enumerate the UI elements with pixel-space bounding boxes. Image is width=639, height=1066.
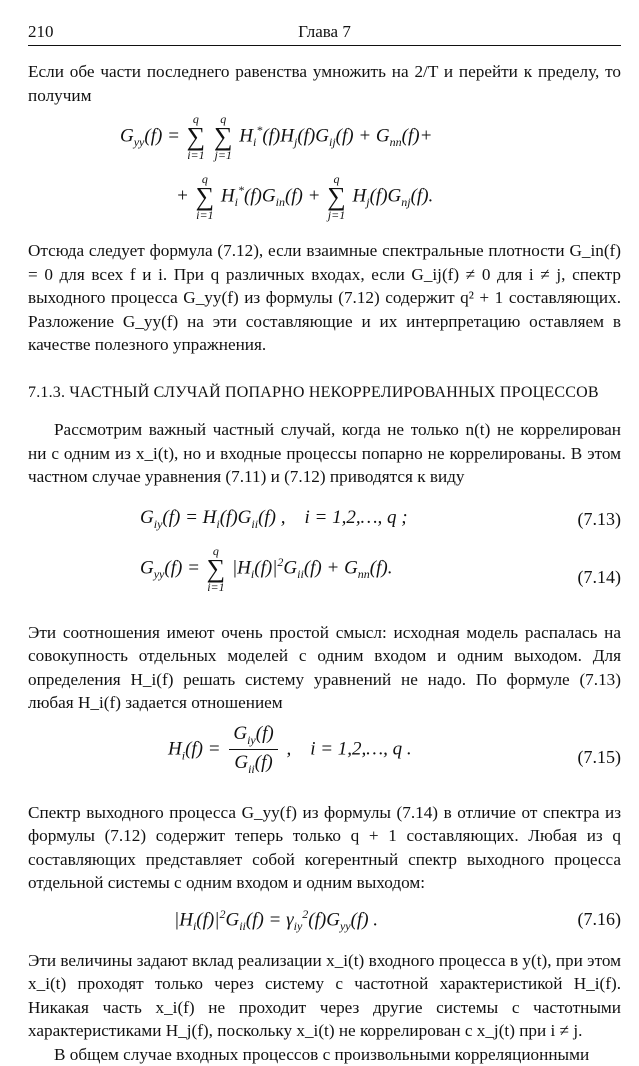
paragraph-2: Отсюда следует формула (7.12), если взаимные спектральные плотности G_in(f) = 0 для всех f и i. При q различных входах, если G_ij(f) ≠ 0 для i ≠ j, спектр выходного процесса G_yy(f) из формулы (7.12) содержит q² + 1 составляющих. Разложение G_yy(f) на эти составляющие и их интерпретацию оставляем в качестве полезного упражнения. (28, 239, 621, 357)
header-rule (28, 45, 621, 46)
paragraph-5: Спектр выходного процесса G_yy(f) из формулы (7.14) в отличие от спектра из формулы (7.12) содержит теперь только q + 1 составляющих. Любая из q составляющих представляет собой когерентный спектр выходного процесса отдельной системы с одним входом и одним выходом: (28, 801, 621, 895)
equation-7-16: $|H_i(f)|^2G_{ii}(f) = \gamma_{iy}^2(f)G_{yy}(f)$ . (7.16) (28, 899, 621, 945)
equation-7-15: $H_i(f)$ = $\frac{G_{iy}(f)}{G_{ii}(f)}$ , i = 1,2,…, q . (7.15) (28, 721, 621, 801)
equation-gyy-general: $G_{yy}(f)$ = q ∑ i=1 q ∑ j=1 $H_i^*(f)H_j(f)G_{ij}(f) + G_{nn}(f)+$ + q ∑ i=1 $H_i^*(f)G_{in}(f)$ + q ∑ j=1 $H_j(f)G_{nj}(f)$. (28, 111, 621, 235)
paragraph-6: Эти величины задают вклад реализации x_i(t) входного процесса в y(t), при этом x_i(t) проходят только через систему с частотной характеристикой H_i(f). Никакая часть x_i(f) не проходит через другие системы с частотными характеристиками H_j(f), поскольку x_i(t) не коррелирован с x_j(t) при i ≠ j. (28, 949, 621, 1043)
eq-number-7-14: (7.14) (578, 567, 622, 588)
equation-7-13: $G_{iy}(f) = H_i(f)G_{ii}(f)$ , i = 1,2,…, q ; (7.13) (28, 499, 621, 543)
paragraph-3: Рассмотрим важный частный случай, когда не только n(t) не коррелирован ни с одним из x_i(t), но и входные процессы попарно не коррелированы. В этом частном случае уравнения (7.11) и (7.12) приводятся к виду (28, 418, 621, 489)
equation-7-14: $G_{yy}(f)$ = q ∑ i=1 $|H_i(f)|^2G_{ii}(f) + G_{nn}(f)$. (7.14) (28, 545, 621, 611)
paragraph-4: Эти соотношения имеют очень простой смысл: исходная модель распалась на совокупность отдельных моделей с одним входом и одним выходом. Для определения H_i(f) решать систему уравнений не надо. По формуле (7.13) любая H_i(f) задается отношением (28, 621, 621, 715)
paragraph-7: В общем случае входных процессов с произвольными корреляционными (28, 1043, 621, 1066)
paragraph-1: Если обе части последнего равенства умножить на 2/T и перейти к пределу, то получим (28, 60, 621, 107)
eq-number-7-13: (7.13) (578, 509, 622, 530)
page-body (28, 60, 621, 1066)
eq-number-7-15: (7.15) (578, 747, 622, 768)
eq-number-7-16: (7.16) (578, 909, 622, 930)
page-number: 210 (28, 22, 54, 42)
chapter-title: Глава 7 (28, 22, 621, 42)
section-heading: 7.1.3. ЧАСТНЫЙ СЛУЧАЙ ПОПАРНО НЕКОРРЕЛИРОВАННЫХ ПРОЦЕССОВ (28, 381, 621, 405)
page-header (28, 22, 621, 44)
